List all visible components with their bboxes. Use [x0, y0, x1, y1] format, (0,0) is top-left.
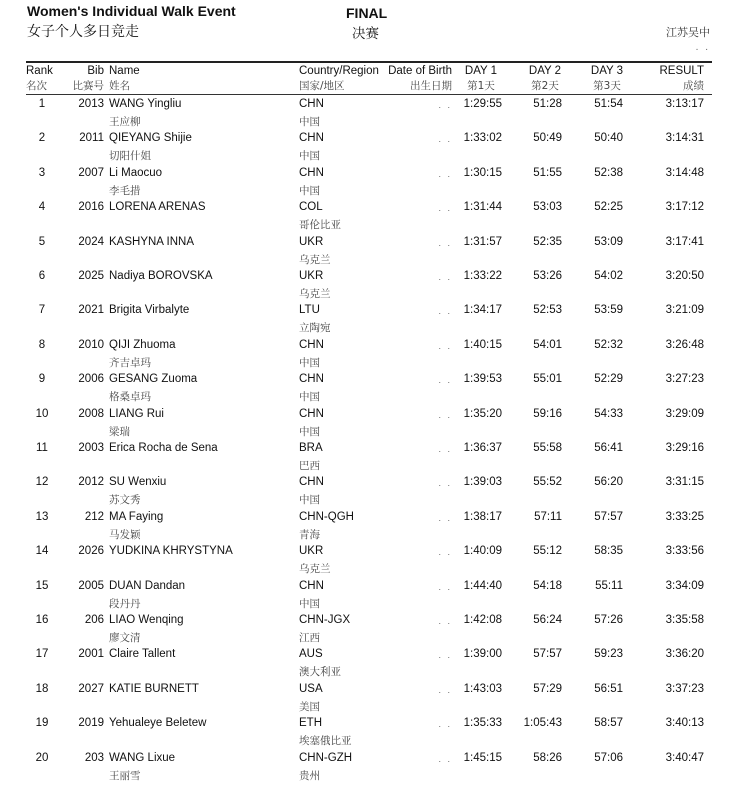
athlete-name-chinese: 王丽雪	[109, 769, 141, 782]
bib-cell: 2019	[78, 717, 104, 730]
country-code: CHN	[299, 132, 324, 145]
date-of-birth-cell: . .	[438, 272, 452, 282]
country-code: CHN-JGX	[299, 614, 351, 626]
day1-time: 1:35:33	[463, 717, 502, 730]
bib-cell: 2007	[78, 166, 104, 179]
rank-cell: 20	[35, 751, 49, 764]
column-header-rank-en: Rank	[26, 65, 53, 77]
athlete-name: DUAN Dandan	[109, 579, 186, 592]
column-header-bib-cn: 比赛号	[72, 80, 104, 92]
phase-label-chinese: 决赛	[352, 26, 379, 42]
result-time: 3:14:31	[665, 132, 704, 145]
day2-time: 52:53	[533, 304, 562, 317]
day1-time: 1:34:17	[463, 304, 502, 317]
bib-cell: 2006	[78, 373, 104, 386]
day2-time: 55:01	[533, 373, 562, 386]
rank-cell: 16	[35, 614, 49, 626]
day1-time: 1:39:00	[463, 648, 502, 661]
athlete-name-chinese: 苏文秀	[109, 494, 141, 507]
table-row	[0, 511, 750, 545]
bib-cell: 2008	[78, 407, 104, 420]
country-code: CHN	[299, 407, 324, 420]
country-name-chinese: 巴西	[299, 460, 320, 472]
date-of-birth-cell: . .	[438, 168, 452, 179]
column-header-rank-cn: 名次	[26, 80, 47, 92]
table-row	[0, 373, 750, 407]
table-row	[0, 339, 750, 373]
table-row	[0, 236, 750, 270]
table-row	[0, 201, 750, 235]
day2-time: 53:03	[533, 201, 562, 214]
column-header-dob	[372, 65, 452, 93]
result-time: 3:40:13	[665, 717, 704, 730]
result-time: 3:21:09	[665, 304, 704, 317]
result-time: 3:33:56	[665, 545, 704, 558]
column-header-result	[630, 65, 704, 93]
day1-time: 1:33:22	[463, 270, 502, 282]
result-time: 3:33:25	[665, 510, 704, 523]
event-title-chinese: 女子个人多日竞走	[27, 24, 139, 40]
rank-cell: 13	[35, 510, 49, 523]
date-of-birth-cell: . .	[438, 753, 452, 764]
day1-time: 1:33:02	[463, 132, 502, 145]
table-row	[0, 648, 750, 682]
rank-cell: 8	[38, 338, 46, 351]
athlete-name: Yehualeye Beletew	[109, 717, 207, 730]
result-time: 3:17:12	[665, 201, 704, 214]
column-header-day2-en: DAY 2	[528, 65, 562, 77]
result-time: 3:29:09	[665, 407, 704, 420]
athlete-name-chinese: 廖文清	[109, 632, 141, 644]
day3-time: 56:20	[594, 476, 623, 489]
day1-time: 1:39:53	[463, 373, 502, 386]
date-of-birth-cell: . .	[438, 100, 452, 110]
date-of-birth-cell: . .	[438, 581, 452, 592]
rank-cell: 15	[35, 579, 49, 592]
country-name-chinese: 中国	[299, 597, 320, 610]
day3-time: 54:33	[594, 407, 623, 420]
day3-time: 53:59	[594, 304, 623, 317]
bib-cell: 2005	[78, 579, 104, 592]
bib-cell: 2024	[78, 235, 104, 248]
athlete-name-chinese: 格桑卓玛	[109, 391, 151, 404]
table-row	[0, 614, 750, 648]
day3-time: 52:32	[594, 338, 623, 351]
athlete-name: Erica Rocha de Sena	[109, 442, 218, 454]
day2-time: 51:28	[533, 98, 562, 110]
venue-label: 江苏吴中	[666, 26, 710, 39]
date-of-birth-cell: . .	[438, 616, 452, 626]
bib-cell: 2011	[79, 132, 104, 145]
rank-cell: 4	[38, 201, 46, 214]
day3-time: 52:25	[594, 201, 623, 214]
day1-time: 1:38:17	[463, 510, 502, 523]
bib-cell: 2021	[78, 304, 104, 317]
country-name-chinese: 青海	[299, 528, 320, 541]
date-of-birth-cell: . .	[438, 203, 452, 214]
result-time: 3:37:23	[665, 682, 704, 695]
table-row	[0, 304, 750, 338]
country-name-chinese: 中国	[299, 356, 320, 369]
rank-cell: 2	[38, 132, 46, 145]
column-header-name	[109, 65, 140, 93]
table-row	[0, 132, 750, 166]
rank-cell: 10	[35, 407, 49, 420]
country-code: AUS	[299, 648, 323, 661]
date-of-birth-cell: . .	[438, 684, 452, 695]
column-header-day1-cn: 第1天	[467, 80, 495, 92]
day2-time: 57:29	[533, 682, 562, 695]
bib-cell: 2001	[78, 648, 104, 661]
country-code: USA	[299, 682, 323, 695]
athlete-name-chinese: 切阳什姐	[109, 150, 151, 163]
column-header-day1	[455, 65, 507, 93]
column-header-country	[299, 65, 379, 93]
day1-time: 1:31:57	[463, 235, 502, 248]
date-of-birth-cell: . .	[438, 719, 452, 730]
country-code: CHN	[299, 373, 324, 386]
country-code: ETH	[299, 717, 322, 730]
athlete-name-chinese: 王应柳	[109, 116, 141, 128]
bib-cell: 2013	[78, 98, 104, 110]
rank-cell: 3	[38, 166, 46, 179]
athlete-name: Nadiya BOROVSKA	[109, 270, 213, 282]
country-name-chinese: 乌克兰	[299, 253, 331, 266]
athlete-name: WANG Yingliu	[109, 98, 182, 110]
day2-time: 58:26	[533, 751, 562, 764]
column-header-dob-cn: 出生日期	[410, 80, 452, 92]
athlete-name: GESANG Zuoma	[109, 373, 198, 386]
day3-time: 50:40	[594, 132, 623, 145]
result-time: 3:13:17	[665, 98, 704, 110]
day2-time: 53:26	[533, 270, 562, 282]
result-time: 3:20:50	[665, 270, 704, 282]
day1-time: 1:43:03	[463, 682, 502, 695]
day1-time: 1:42:08	[463, 614, 502, 626]
rank-cell: 9	[38, 373, 46, 386]
column-header-bib	[60, 65, 104, 93]
result-time: 3:27:23	[665, 373, 704, 386]
column-header-day2-cn: 第2天	[531, 80, 559, 92]
athlete-name: MA Faying	[109, 510, 164, 523]
athlete-name-chinese: 马发颖	[109, 528, 141, 541]
date-of-birth-cell: . .	[438, 306, 452, 317]
athlete-name: SU Wenxiu	[109, 476, 167, 489]
day1-time: 1:35:20	[463, 407, 502, 420]
country-code: CHN	[299, 579, 324, 592]
day3-time: 57:57	[594, 510, 623, 523]
phase-label: FINAL	[346, 5, 388, 21]
athlete-name-chinese: 段丹丹	[109, 597, 141, 610]
result-time: 3:26:48	[665, 338, 704, 351]
country-name-chinese: 乌克兰	[299, 563, 331, 576]
country-name-chinese: 乌克兰	[299, 288, 331, 300]
table-row	[0, 98, 750, 132]
day1-time: 1:29:55	[463, 98, 502, 110]
athlete-name: YUDKINA KHRYSTYNA	[109, 545, 233, 558]
country-code: BRA	[299, 442, 323, 454]
country-name-chinese: 中国	[299, 494, 320, 507]
bib-cell: 2012	[78, 476, 104, 489]
day2-time: 50:49	[533, 132, 562, 145]
country-code: CHN-GZH	[299, 751, 353, 764]
country-name-chinese: 中国	[299, 116, 320, 128]
date-of-birth-cell: . .	[438, 340, 452, 351]
athlete-name: Brigita Virbalyte	[109, 304, 190, 317]
day2-time: 55:58	[533, 442, 562, 454]
athlete-name: QIEYANG Shijie	[109, 132, 192, 145]
header-rule-top	[26, 61, 712, 63]
day3-time: 56:41	[594, 442, 623, 454]
date-of-birth-cell: . .	[438, 409, 452, 420]
athlete-name: QIJI Zhuoma	[109, 338, 176, 351]
date-of-birth-cell: . .	[438, 512, 452, 523]
day1-time: 1:39:03	[463, 476, 502, 489]
country-name-chinese: 江西	[299, 632, 320, 644]
result-time: 3:35:58	[665, 614, 704, 626]
bib-cell: 2016	[78, 201, 104, 214]
rank-cell: 6	[38, 270, 46, 282]
result-time: 3:36:20	[665, 648, 704, 661]
date-placeholder: . .	[695, 42, 710, 53]
day2-time: 59:16	[533, 407, 562, 420]
country-code: CHN	[299, 166, 324, 179]
date-of-birth-cell: . .	[438, 444, 452, 454]
column-header-day2	[518, 65, 572, 93]
day2-time: 51:55	[533, 166, 562, 179]
day2-time: 54:01	[533, 338, 562, 351]
day3-time: 59:23	[594, 648, 623, 661]
table-row	[0, 270, 750, 304]
table-row	[0, 580, 750, 614]
bib-cell: 2010	[78, 338, 104, 351]
country-name-chinese: 中国	[299, 184, 320, 197]
date-of-birth-cell: . .	[438, 237, 452, 248]
column-header-result-cn: 成绩	[683, 80, 704, 92]
bib-cell: 2003	[78, 442, 104, 454]
country-name-chinese: 埃塞俄比亚	[299, 735, 352, 748]
table-row	[0, 717, 750, 751]
country-name-chinese: 哥伦比亚	[299, 219, 341, 232]
table-row	[0, 167, 750, 201]
column-header-rank	[26, 65, 53, 93]
day2-time: 54:18	[533, 579, 562, 592]
bib-cell: 206	[84, 614, 104, 626]
bib-cell: 212	[84, 510, 104, 523]
day3-time: 54:02	[594, 270, 623, 282]
day2-time: 56:24	[533, 614, 562, 626]
date-of-birth-cell: . .	[438, 478, 452, 489]
rank-cell: 14	[35, 545, 49, 558]
day2-time: 52:35	[533, 235, 562, 248]
column-header-dob-en: Date of Birth	[388, 65, 452, 77]
athlete-name: KATIE BURNETT	[109, 682, 199, 695]
result-time: 3:31:15	[665, 476, 704, 489]
day3-time: 58:35	[594, 545, 623, 558]
result-time: 3:34:09	[665, 579, 704, 592]
country-code: UKR	[299, 235, 324, 248]
table-row	[0, 442, 750, 476]
athlete-name-chinese: 李毛措	[109, 184, 141, 197]
result-time: 3:40:47	[665, 751, 704, 764]
column-header-country-en: Country/Region	[299, 65, 379, 77]
date-of-birth-cell: . .	[438, 650, 452, 661]
day3-time: 56:51	[594, 682, 623, 695]
column-header-result-en: RESULT	[659, 65, 704, 77]
country-name-chinese: 贵州	[299, 769, 320, 782]
column-header-bib-en: Bib	[87, 65, 104, 77]
day1-time: 1:40:09	[463, 545, 502, 558]
day3-time: 53:09	[594, 235, 623, 248]
athlete-name-chinese: 梁瑞	[109, 425, 130, 438]
athlete-name: LIANG Rui	[109, 407, 164, 420]
athlete-name: Claire Tallent	[109, 648, 176, 661]
day3-time: 51:54	[594, 98, 623, 110]
day1-time: 1:30:15	[463, 166, 502, 179]
bib-cell: 2026	[78, 545, 104, 558]
athlete-name-chinese: 齐吉卓玛	[109, 356, 151, 369]
day1-time: 1:40:15	[463, 338, 502, 351]
bib-cell: 2025	[78, 270, 104, 282]
rank-cell: 19	[35, 717, 49, 730]
day2-time: 55:52	[533, 476, 562, 489]
day3-time: 57:06	[594, 751, 623, 764]
athlete-name: LIAO Wenqing	[109, 614, 184, 626]
rank-cell: 12	[35, 476, 49, 489]
rank-cell: 11	[36, 442, 48, 454]
column-header-day3	[580, 65, 634, 93]
day2-time: 57:57	[533, 648, 562, 661]
column-header-country-cn: 国家/地区	[299, 80, 345, 92]
table-row	[0, 545, 750, 579]
country-code: CHN-QGH	[299, 510, 354, 523]
column-header-name-en: Name	[109, 65, 140, 77]
result-time: 3:14:48	[665, 166, 704, 179]
bib-cell: 2027	[78, 682, 104, 695]
day3-time: 52:29	[594, 373, 623, 386]
country-name-chinese: 中国	[299, 391, 320, 404]
rank-cell: 1	[38, 98, 46, 110]
header-rule-bottom	[26, 94, 712, 95]
athlete-name: LORENA ARENAS	[109, 201, 206, 214]
day3-time: 52:38	[594, 166, 623, 179]
country-name-chinese: 立陶宛	[299, 322, 331, 335]
table-row	[0, 752, 750, 786]
column-header-day3-cn: 第3天	[593, 80, 621, 92]
column-header-day1-en: DAY 1	[464, 65, 498, 77]
day1-time: 1:36:37	[463, 442, 502, 454]
table-row	[0, 408, 750, 442]
athlete-name: WANG Lixue	[109, 751, 176, 764]
day3-time: 57:26	[594, 614, 623, 626]
day1-time: 1:44:40	[463, 579, 502, 592]
day1-time: 1:45:15	[463, 751, 502, 764]
day3-time: 55:11	[595, 579, 623, 592]
country-code: CHN	[299, 98, 324, 110]
country-name-chinese: 美国	[299, 700, 320, 713]
country-name-chinese: 中国	[299, 425, 320, 438]
result-time: 3:17:41	[665, 235, 704, 248]
rank-cell: 17	[35, 648, 49, 661]
country-code: LTU	[299, 304, 320, 317]
day2-time: 55:12	[533, 545, 562, 558]
day2-time: 1:05:43	[523, 717, 562, 730]
country-code: UKR	[299, 270, 324, 282]
day3-time: 58:57	[594, 717, 623, 730]
result-time: 3:29:16	[665, 442, 704, 454]
table-row	[0, 683, 750, 717]
rank-cell: 18	[35, 682, 49, 695]
athlete-name: Li Maocuo	[109, 166, 163, 179]
country-code: CHN	[299, 338, 324, 351]
athlete-name: KASHYNA INNA	[109, 235, 194, 248]
rank-cell: 5	[38, 235, 46, 248]
column-header-day3-en: DAY 3	[590, 65, 624, 77]
country-name-chinese: 中国	[299, 150, 320, 163]
country-code: CHN	[299, 476, 324, 489]
date-of-birth-cell: . .	[438, 547, 452, 558]
bib-cell: 203	[84, 751, 104, 764]
day1-time: 1:31:44	[463, 201, 502, 214]
rank-cell: 7	[38, 304, 46, 317]
table-row	[0, 476, 750, 510]
date-of-birth-cell: . .	[438, 375, 452, 386]
country-code: COL	[299, 201, 323, 214]
country-name-chinese: 澳大利亚	[299, 666, 341, 679]
day2-time: 57:11	[534, 510, 562, 523]
country-code: UKR	[299, 545, 324, 558]
event-title: Women's Individual Walk Event	[27, 3, 236, 19]
column-header-name-cn: 姓名	[109, 80, 130, 92]
date-of-birth-cell: . .	[438, 134, 452, 145]
